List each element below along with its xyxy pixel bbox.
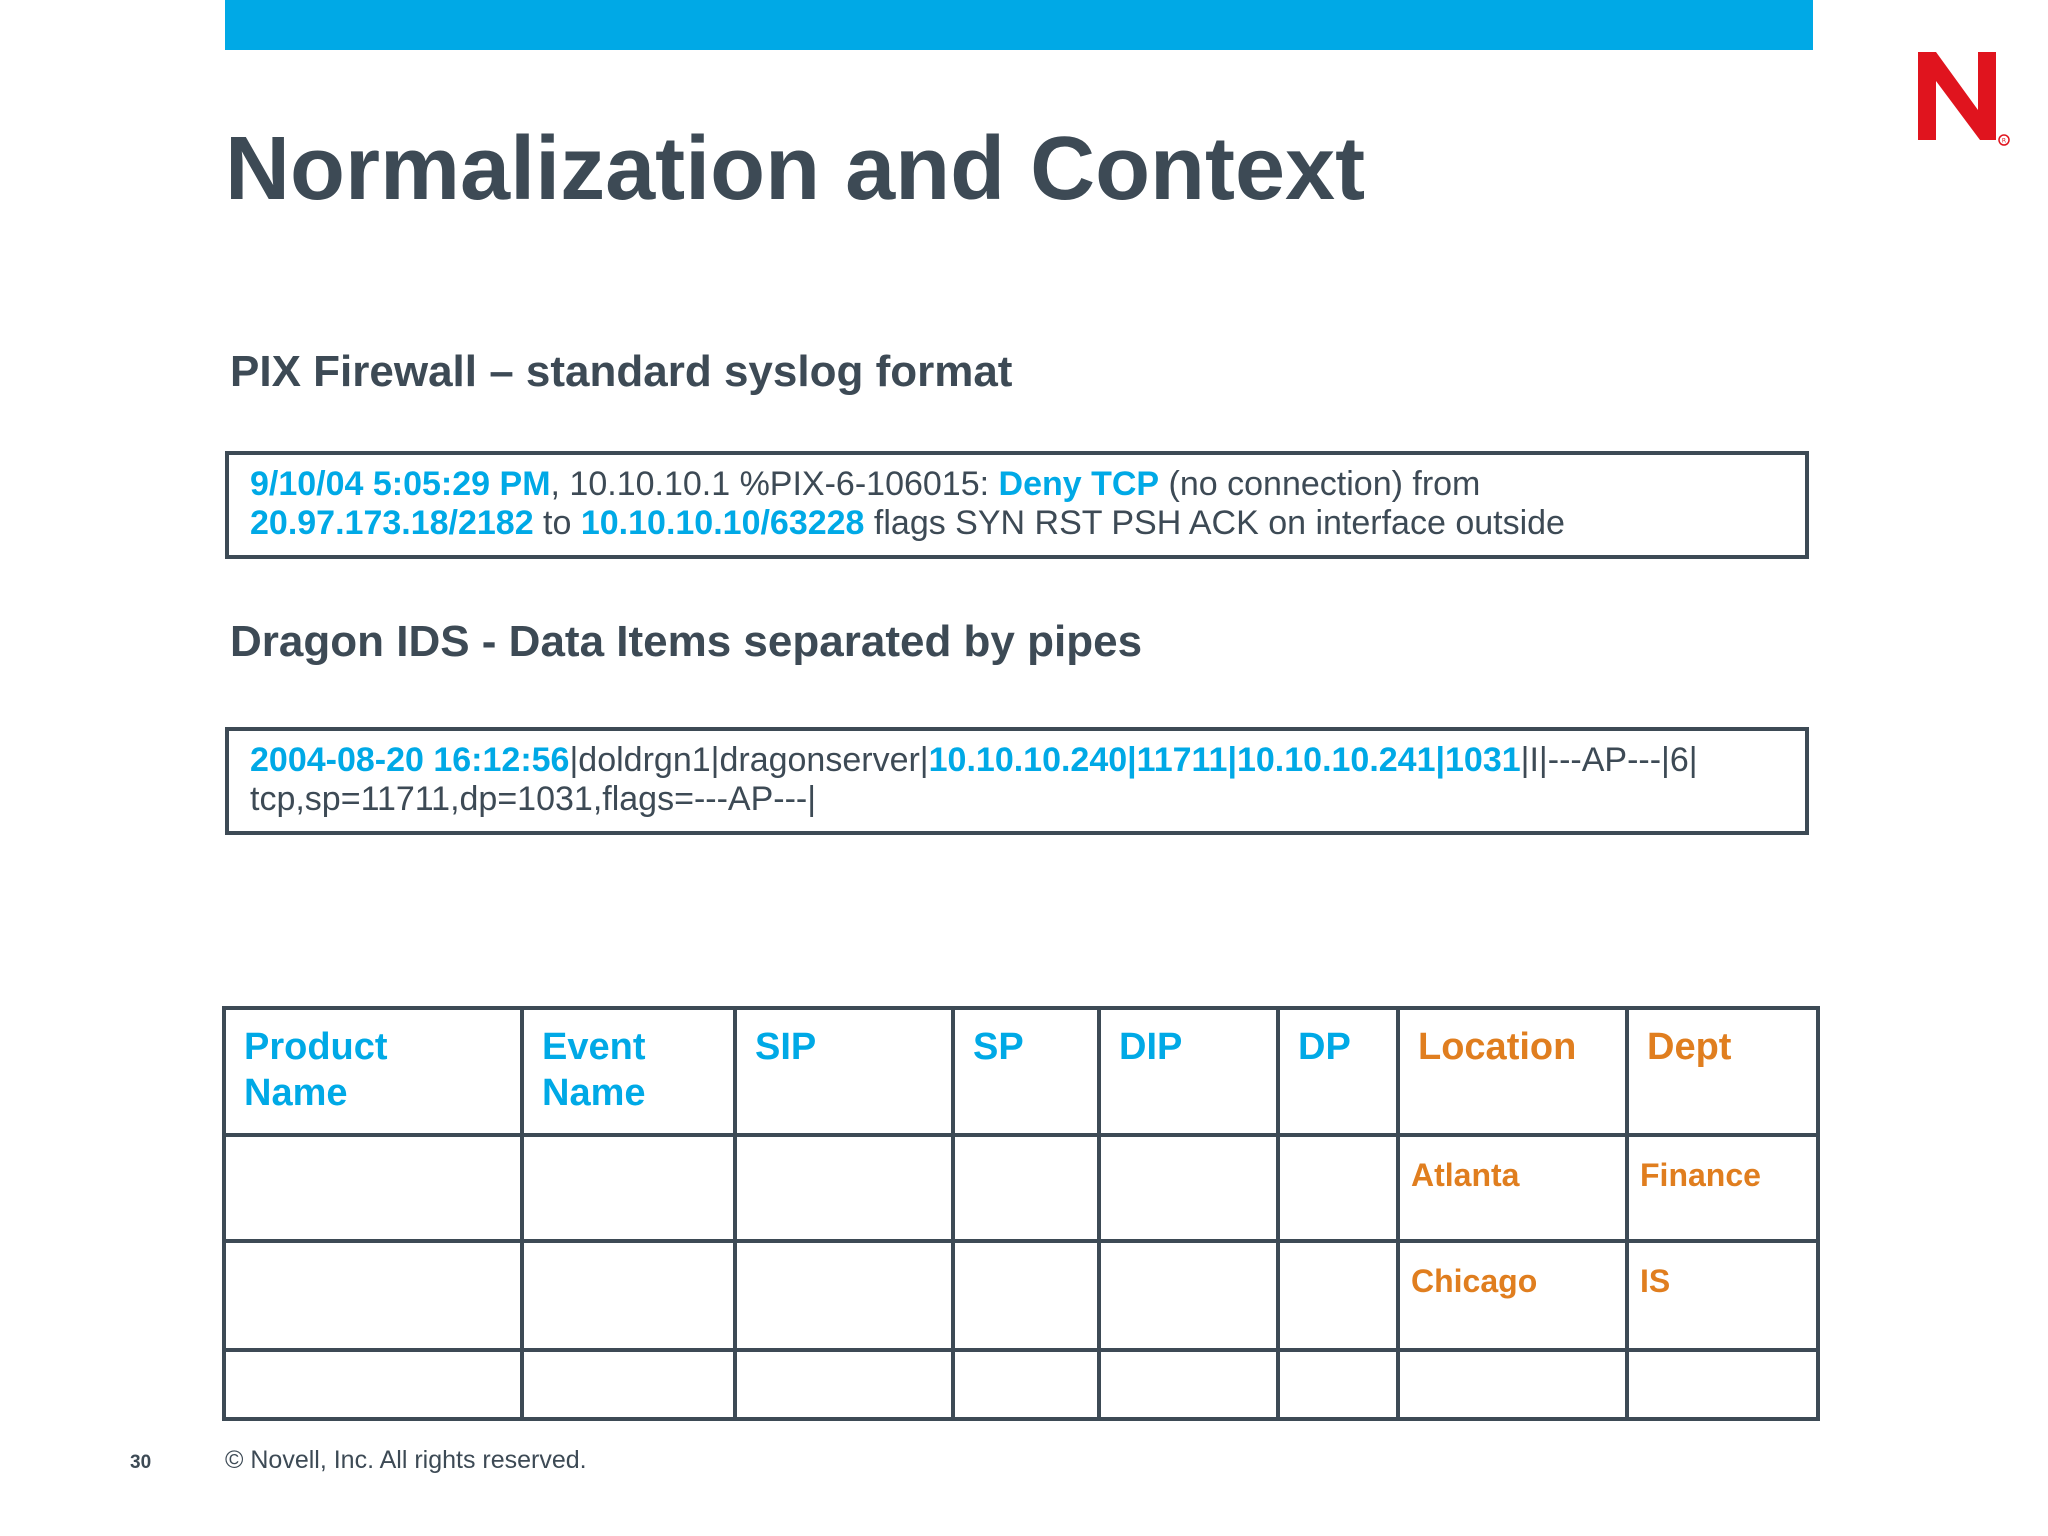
normalization-table — [222, 1006, 1820, 1421]
table-cell — [1099, 1241, 1278, 1350]
header-product-name: Product Name — [224, 1008, 522, 1135]
dept-cell — [1627, 1350, 1818, 1419]
dept-cell: IS — [1627, 1241, 1818, 1350]
pix-log-box — [225, 451, 1809, 559]
table-cell — [953, 1350, 1099, 1419]
pix-flags-text: flags SYN RST PSH ACK on interface outside — [864, 504, 1565, 542]
slide-title: Normalization and Context — [225, 119, 1366, 219]
table-cell — [522, 1350, 735, 1419]
header-dept: Dept — [1627, 1008, 1818, 1135]
pix-timestamp: 9/10/04 5:05:29 PM — [250, 465, 551, 503]
table-cell — [735, 1241, 953, 1350]
table-cell — [224, 1241, 522, 1350]
header-event-name: Event Name — [522, 1008, 735, 1135]
pix-log-line-1 — [250, 465, 1785, 504]
dragon-log-line-2 — [250, 780, 1785, 819]
dragon-tail-text: |I|---AP---|6| — [1520, 741, 1698, 779]
header-dp: DP — [1278, 1008, 1398, 1135]
dragon-log-box — [225, 727, 1809, 835]
svg-text:R: R — [2001, 137, 2007, 145]
dragon-sensor-text: |doldrgn1|dragonserver| — [569, 741, 929, 779]
dragon-timestamp: 2004-08-20 16:12:56 — [250, 741, 570, 779]
page-number: 30 — [130, 1452, 152, 1473]
table-cell — [1278, 1135, 1398, 1241]
table-cell — [1278, 1350, 1398, 1419]
copyright-notice: © Novell, Inc. All rights reserved. — [225, 1446, 587, 1474]
table-cell — [1099, 1135, 1278, 1241]
dragon-heading: Dragon IDS - Data Items separated by pipes — [230, 617, 1143, 666]
pix-log-line-2 — [250, 504, 1785, 543]
table-cell — [735, 1350, 953, 1419]
header-dip: DIP — [1099, 1008, 1278, 1135]
table-row — [224, 1241, 1818, 1350]
table-cell — [735, 1135, 953, 1241]
pix-to-text: to — [533, 504, 581, 542]
location-cell: Chicago — [1398, 1241, 1627, 1350]
novell-logo-icon — [1918, 48, 2010, 146]
table-cell — [1278, 1241, 1398, 1350]
table-cell — [1099, 1350, 1278, 1419]
table-cell — [224, 1135, 522, 1241]
table-row — [224, 1350, 1818, 1419]
dragon-proto-text: tcp,sp=11711,dp=1031,flags=---AP---| — [250, 780, 817, 818]
pix-heading: PIX Firewall – standard syslog format — [230, 347, 1013, 396]
header-location: Location — [1398, 1008, 1627, 1135]
header-sip: SIP — [735, 1008, 953, 1135]
table-row — [224, 1135, 1818, 1241]
header-sp: SP — [953, 1008, 1099, 1135]
table-cell — [953, 1241, 1099, 1350]
pix-source-ip: 20.97.173.18/2182 — [250, 504, 534, 542]
location-cell — [1398, 1350, 1627, 1419]
top-accent-bar — [225, 0, 1813, 50]
table-cell — [953, 1135, 1099, 1241]
table-cell — [522, 1135, 735, 1241]
dragon-ips-ports: 10.10.10.240|11711|10.10.10.241|1031 — [928, 741, 1521, 779]
pix-source-text: , 10.10.10.1 %PIX-6-106015: — [550, 465, 999, 503]
pix-connection-text: (no connection) from — [1159, 465, 1481, 503]
pix-event: Deny TCP — [998, 465, 1160, 503]
location-cell: Atlanta — [1398, 1135, 1627, 1241]
table-cell — [522, 1241, 735, 1350]
dragon-log-line-1 — [250, 741, 1785, 780]
table-header-row — [224, 1008, 1818, 1135]
table-cell — [224, 1350, 522, 1419]
dept-cell: Finance — [1627, 1135, 1818, 1241]
pix-dest-ip: 10.10.10.10/63228 — [580, 504, 865, 542]
